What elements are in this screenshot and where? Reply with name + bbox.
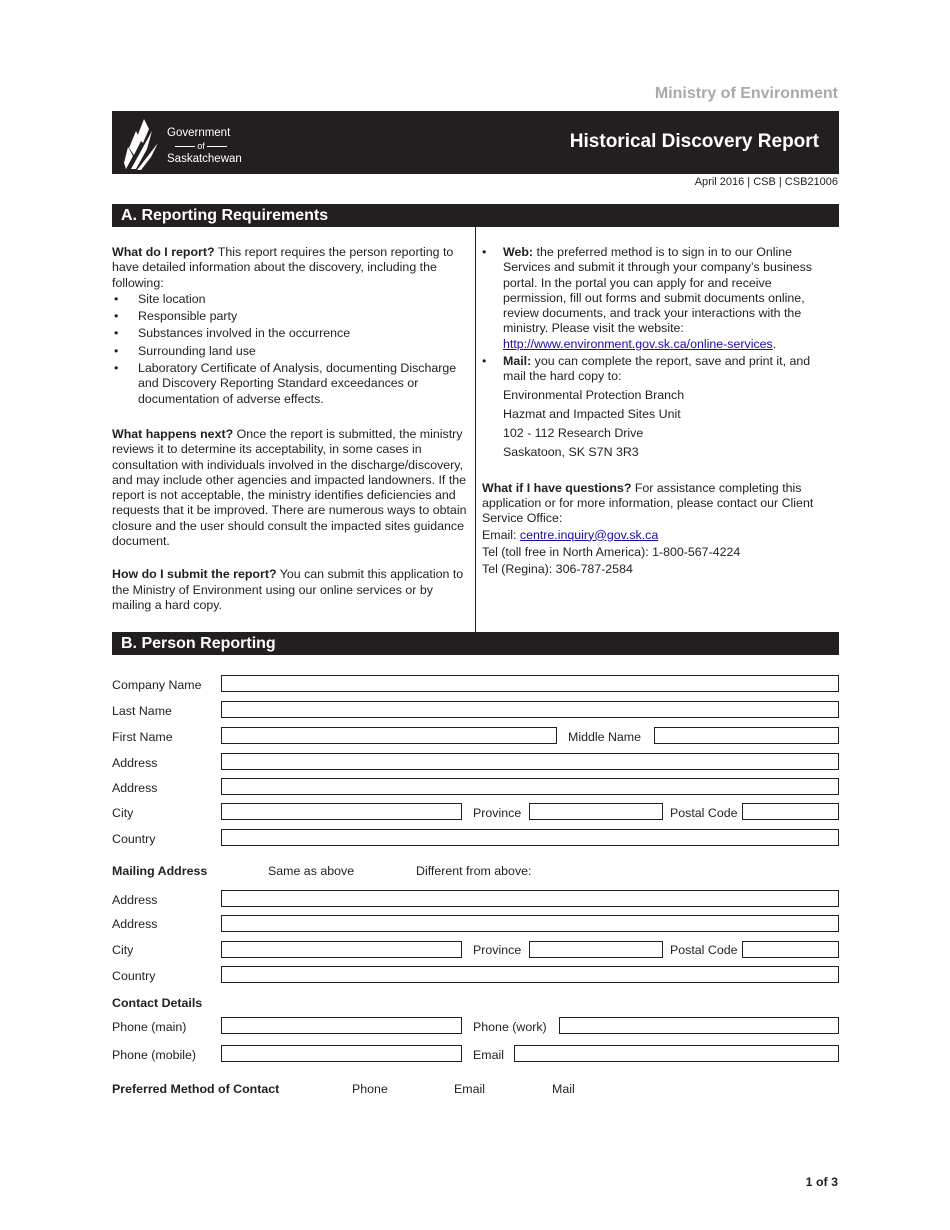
document-meta: April 2016 | CSB | CSB21006 [694,176,838,188]
city-label: City [112,943,134,957]
mailing-address-label: Mailing Address [112,864,208,878]
bullet-icon: • [114,361,119,376]
country-label: Country [112,969,156,983]
web-label: Web: [503,245,534,259]
postal-code-label: Postal Code [670,943,738,957]
bullet-icon: • [114,326,119,341]
section-a-header [112,204,839,227]
country-label: Country [112,832,156,846]
mailing-address-line2-field[interactable] [221,915,839,932]
bullet-icon: • [482,245,487,259]
what-next-text: Once the report is submitted, the ministry reviews it to determine its acceptability, in some cases in consultation with individuals involved in the discharge/discovery, and may include other agencies and impacted landowners. If the report is not acceptable, the ministry identifies deficiencies and requests that it be improved. There are numerous ways to obtain closure and the user should consult the impacted sites guidance document. [112,426,467,549]
phone-main-label: Phone (main) [112,1020,187,1034]
list-item-text: Site location [138,291,206,306]
middle-name-field[interactable] [654,727,839,744]
online-services-link[interactable]: http://www.environment.gov.sk.ca/online-services [503,336,773,351]
phone-work-field[interactable] [559,1017,839,1034]
bullet-icon: • [114,291,119,306]
postal-code-field[interactable] [742,803,839,820]
list-item [112,326,468,341]
list-item-text: Laboratory Certificate of Analysis, documenting Discharge and Discovery Reporting Standard exceedances or documentation of adverse effects. [138,361,457,406]
bullet-icon: • [114,309,119,324]
mailing-address-line1-field[interactable] [221,890,839,907]
wheat-sheaf-icon [122,117,162,173]
same-as-above-option[interactable]: Same as above [268,864,355,878]
phone-main-field[interactable] [221,1017,462,1034]
logo-text-saskatchewan: Saskatchewan [167,153,242,165]
preferred-contact-label: Preferred Method of Contact [112,1082,280,1096]
first-name-label: First Name [112,730,173,744]
contact-details-label: Contact Details [112,996,203,1010]
mailing-province-field[interactable] [529,941,663,958]
last-name-field[interactable] [221,701,839,718]
title-banner [112,111,839,174]
city-label: City [112,806,134,820]
province-label: Province [473,943,522,957]
what-report-paragraph [112,245,468,291]
company-name-field[interactable] [221,675,839,692]
what-next-label: What happens next? [112,426,234,441]
different-from-above-option[interactable]: Different from above: [416,864,532,878]
contact-option-mail[interactable]: Mail [552,1082,575,1096]
phone-mobile-label: Phone (mobile) [112,1048,197,1062]
submit-methods-list [482,245,830,461]
province-field[interactable] [529,803,663,820]
section-b-title: B. Person Reporting [121,635,276,652]
regina-phone: Tel (Regina): 306-787-2584 [482,561,633,576]
contact-email-line [482,527,830,544]
how-submit-paragraph [112,567,468,613]
last-name-label: Last Name [112,704,172,718]
government-logo [122,117,262,169]
how-submit-text: You can submit this application to the Ministry of Environment using our online services or by mailing a hard copy. [112,567,464,612]
section-b-header [112,632,839,655]
company-name-label: Company Name [112,678,202,692]
province-label: Province [473,806,522,820]
postal-code-label: Postal Code [670,806,738,820]
list-item-text: Responsible party [138,309,238,324]
logo-rule-right [207,146,227,147]
web-text: the preferred method is to sign in to our Online Services and submit it through your company’s business portal. In the portal you can apply for and receive permission, fill out forms and submit documents online, review documents, and track your interactions with the ministry. Please visit the website: [503,245,813,336]
address-line2-field[interactable] [221,778,839,795]
email-label: Email [473,1048,504,1062]
questions-text: For assistance completing this application or for more information, please contact our Client Service Office: [482,480,814,526]
section-a-title: A. Reporting Requirements [121,207,329,224]
logo-text-of [167,140,235,153]
mailing-address-line: 102 - 112 Research Drive [503,425,644,440]
first-name-field[interactable] [221,727,557,744]
mail-label: Mail: [503,354,532,369]
mailing-address-line: Hazmat and Impacted Sites Unit [503,406,681,421]
report-items-list [112,292,468,407]
phone-work-label: Phone (work) [473,1020,547,1034]
list-item [112,309,468,324]
ministry-name: Ministry of Environment [654,85,838,102]
mail-text: you can complete the report, save and print it, and mail the hard copy to: [503,354,811,384]
toll-free-phone: Tel (toll free in North America): 1-800-567-4224 [482,544,741,559]
column-divider [475,227,476,632]
address-label: Address [112,893,158,907]
centre-inquiry-email-link[interactable]: centre.inquiry@gov.sk.ca [519,527,659,542]
address-label: Address [112,781,158,795]
mailing-country-field[interactable] [221,966,839,983]
page-number: 1 of 3 [805,1175,838,1189]
how-submit-label: How do I submit the report? [112,567,277,582]
web-after: . [772,336,777,351]
address-line1-field[interactable] [221,753,839,770]
mail-method-item [482,354,830,461]
mailing-address-line: Environmental Protection Branch [503,387,685,402]
address-label: Address [112,756,158,770]
what-report-label: What do I report? [112,245,215,259]
mailing-address-line: Saskatoon, SK S7N 3R3 [503,444,639,459]
list-item-text: Substances involved in the occurrence [138,326,351,341]
what-report-text: This report requires the person reporting to have detailed information about the discovery, including the following: [112,245,454,290]
questions-paragraph [482,481,830,527]
document-title: Historical Discovery Report [569,131,819,152]
mailing-city-field[interactable] [221,941,462,958]
questions-label: What if I have questions? [482,480,632,495]
address-label: Address [112,917,158,931]
list-item [112,344,468,359]
list-item [112,292,468,307]
bullet-icon: • [482,354,487,369]
logo-rule-left [175,146,195,147]
email-label: Email: [482,527,520,542]
middle-name-label: Middle Name [568,730,641,744]
country-field[interactable] [221,829,839,846]
what-next-paragraph [112,427,468,549]
contact-option-email[interactable]: Email [454,1082,485,1096]
list-item [112,361,468,407]
list-item-text: Surrounding land use [138,343,256,358]
mailing-postal-code-field[interactable] [742,941,839,958]
phone-mobile-field[interactable] [221,1045,462,1062]
section-a-right-column [482,245,830,578]
contact-option-phone[interactable]: Phone [352,1082,388,1096]
section-a-left-column [112,245,468,627]
email-field[interactable] [514,1045,839,1062]
logo-text-government: Government [167,127,231,139]
bullet-icon: • [114,343,119,358]
logo-of: of [197,141,205,151]
city-field[interactable] [221,803,462,820]
web-method-item [482,245,830,352]
